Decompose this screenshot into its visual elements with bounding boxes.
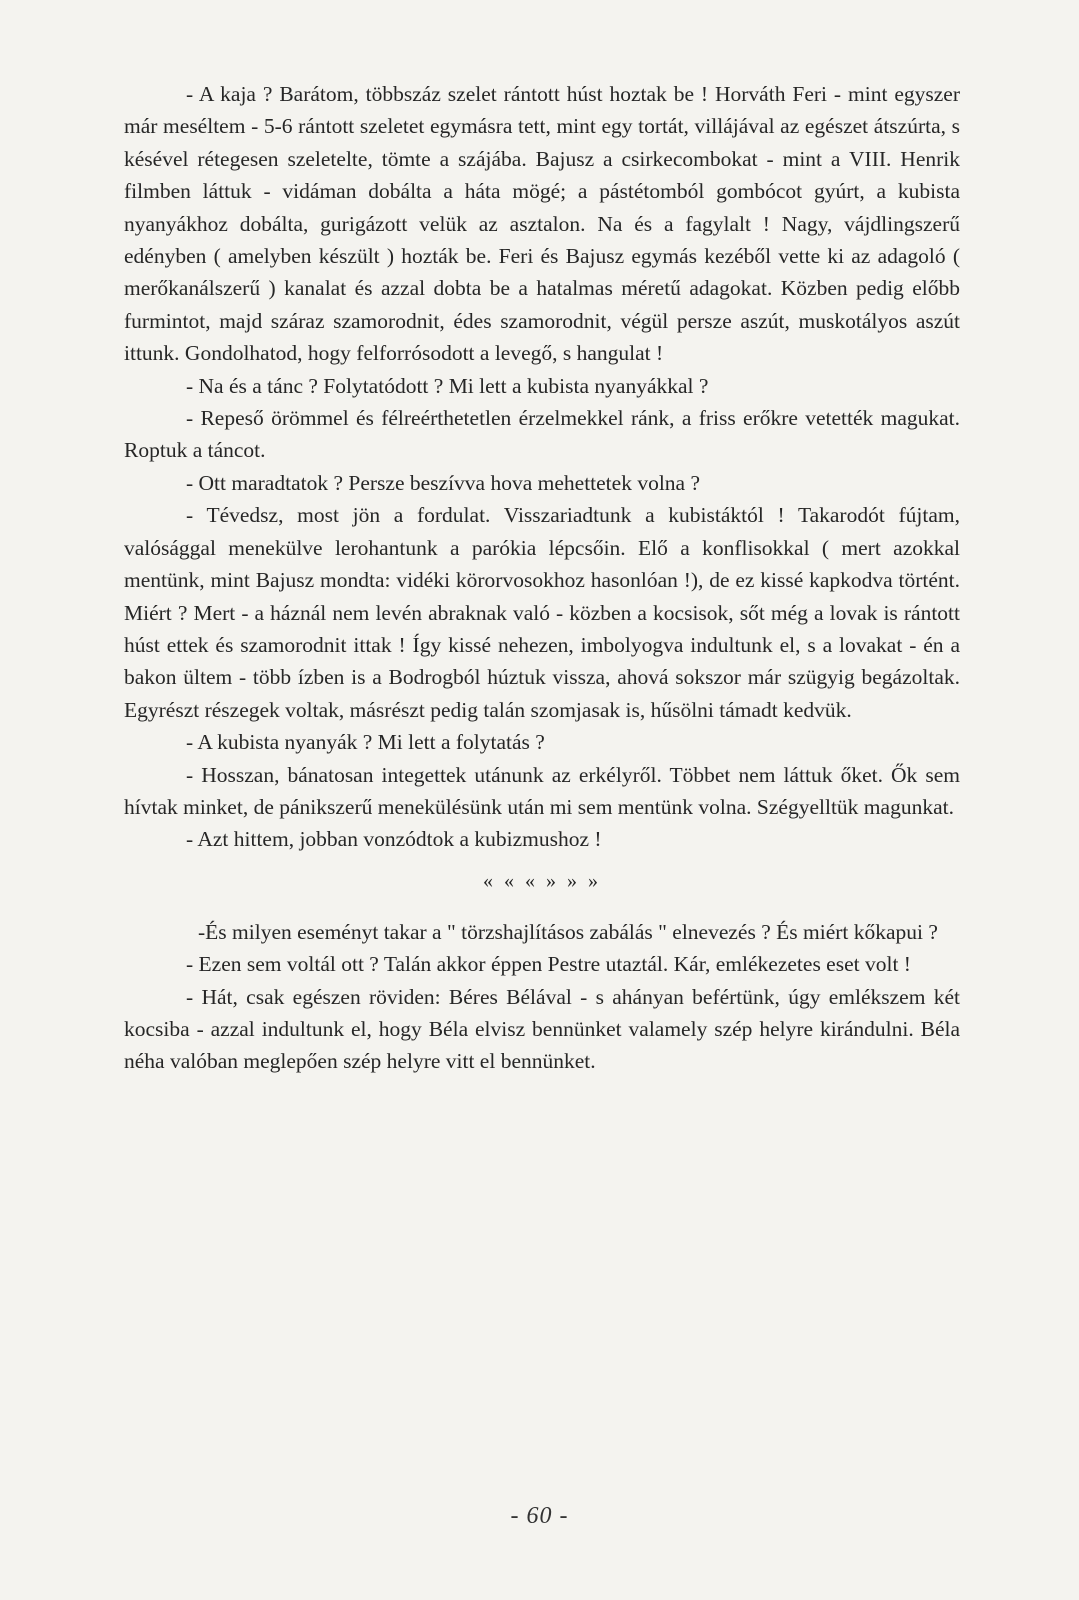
paragraph: - Na és a tánc ? Folytatódott ? Mi lett a kubista nyanyákkal ? <box>186 373 709 398</box>
page-text <box>124 78 960 1078</box>
paragraph: - Tévedsz, most jön a fordulat. Visszariadtunk a kubistáktól ! Takarodót fújtam, valósággal menekülve lerohantunk a parókia lépcsőin. Elő a konflisokkal ( mert azokkal mentünk, mint Bajusz mondta: vidéki körorvosokhoz hasonlóan !), de ez kissé kapkodva történt. Miért ? Mert - a háznál nem levén abraknak való - közben a kocsisok, sőt még a lovak is rántott húst ettek és szamorodnit ittak ! Így kissé nehezen, imbolyogva indultunk el, s a lovakat - én a bakon ültem - több ízben is a Bodrogból húztuk vissza, ahová sokszor már szügyig begázoltak. Egyrészt részegek voltak, másrészt pedig talán szomjasak is, hűsölni támadt kedvük. <box>124 503 960 722</box>
paragraph: - Azt hittem, jobban vonzódtok a kubizmushoz ! <box>186 827 602 852</box>
paragraph: - Ezen sem voltál ott ? Talán akkor éppen Pestre utaztál. Kár, emlékezetes eset volt ! <box>186 952 911 977</box>
paragraph: - Ott maradtatok ? Persze beszívva hova mehettetek volna ? <box>186 470 701 495</box>
paragraph: - Repeső örömmel és félreérthetetlen érzelmekkel ránk, a friss erőkre vetették magukat. Roptuk a táncot. <box>124 406 960 463</box>
paragraph: - A kubista nyanyák ? Mi lett a folytatás ? <box>186 730 545 755</box>
paragraph: - Hát, csak egészen röviden: Béres Bélával - s ahányan befértünk, úgy emlékszem két kocsiba - azzal indultunk el, hogy Béla elvisz bennünket valamely szép helyre kirándulni. Béla néha valóban meglepően szép helyre vitt el bennünket. <box>124 984 960 1074</box>
page-number: - 60 - <box>510 1503 569 1529</box>
section-separator: « « « » » » <box>483 869 601 892</box>
paragraph: - Hosszan, bánatosan integettek utánunk az erkélyről. Többet nem láttuk őket. Ők sem hívtak minket, de pánikszerű menekülésünk után mi sem mentünk volna. Szégyelltük magunkat. <box>124 762 960 819</box>
paragraph: - A kaja ? Barátom, többszáz szelet rántott húst hoztak be ! Horváth Feri - mint egyszer már meséltem - 5-6 rántott szeletet egymásra tett, mint egy tortát, villájával az egészet átszúrta, s késével rétegesen szeletelte, tömte a szájába. Bajusz a csirkecombokat - mint a VIII. Henrik filmben láttuk - vidáman dobálta a háta mögé; a pástétomból gombócot gyúrt, a kubista nyanyákhoz dobálta, gurigázott velük az asztalon. Na és a fagylalt ! Nagy, vájdlingszerű edényben ( amelyben készült ) hozták be. Feri és Bajusz egymás kezéből vette ki az adagoló ( merőkanálszerű ) kanalat és azzal dobta be a hatalmas méretű adagokat. Közben pedig előbb furmintot, majd száraz szamorodnit, édes szamorodnit, végül persze aszút, muskotályos aszút ittunk. Gondolhatod, hogy felforrósodott a levegő, s hangulat ! <box>124 82 960 366</box>
paragraph: -És milyen eseményt takar a " törzshajlításos zabálás " elnevezés ? És miért kőkapui ? <box>198 919 938 944</box>
